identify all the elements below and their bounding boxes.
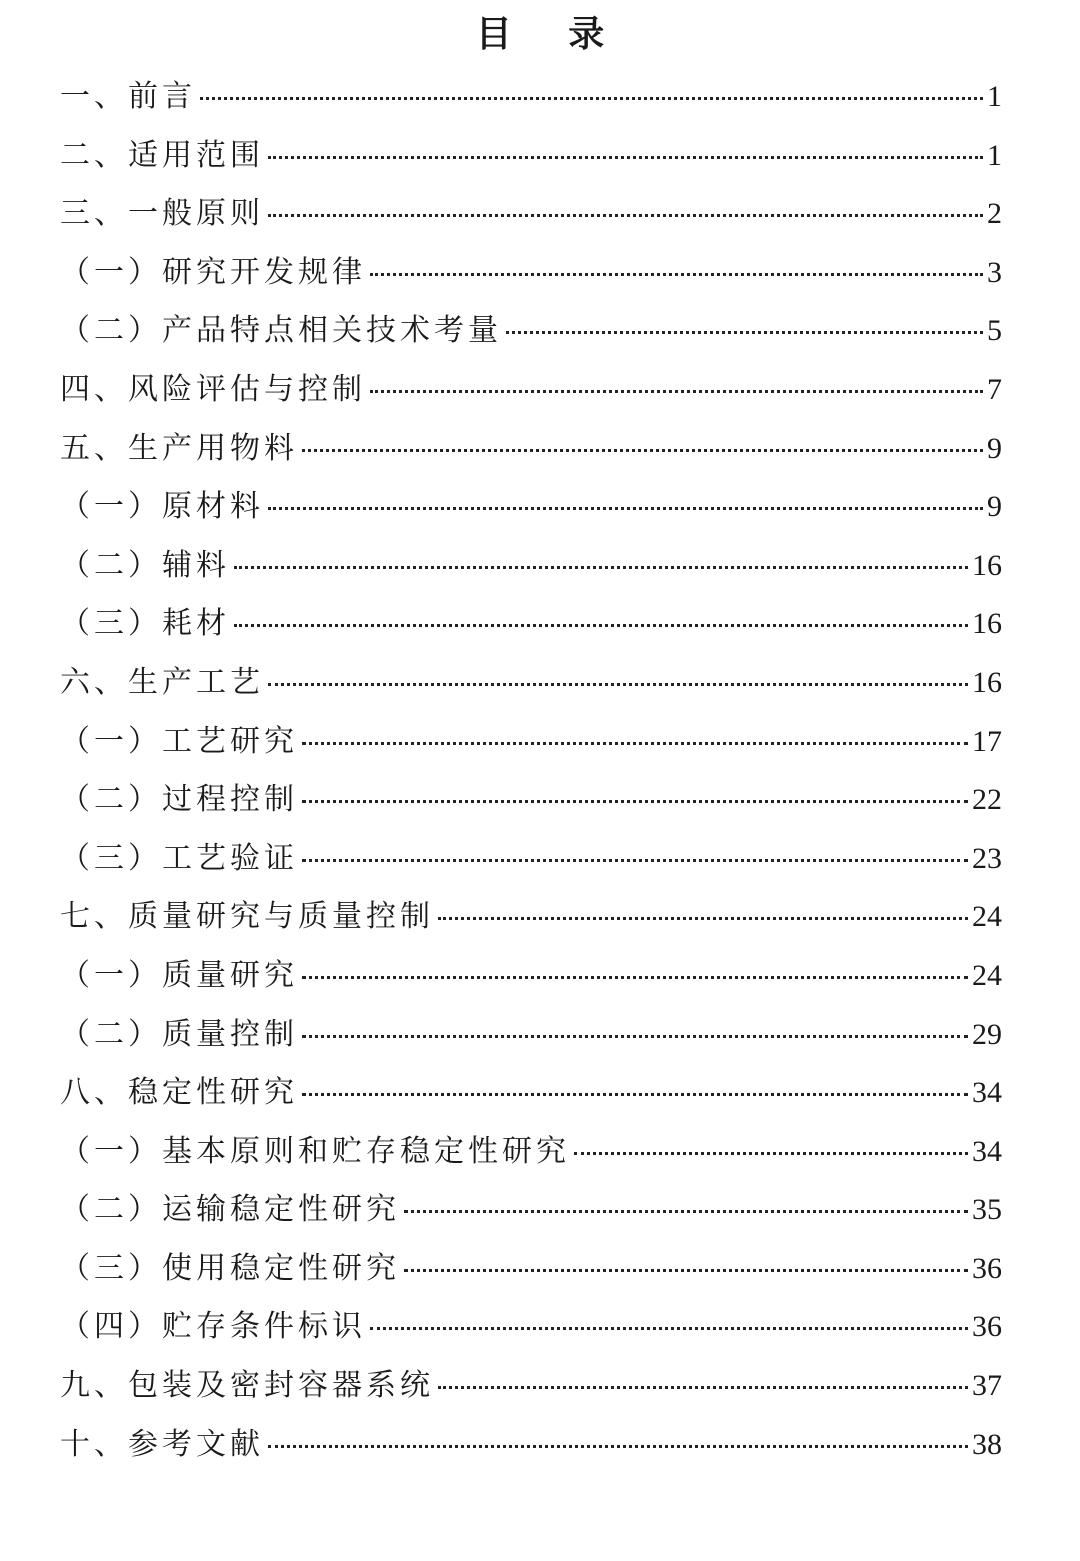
toc-entry[interactable] (60, 771, 1002, 830)
toc-entry[interactable] (60, 1006, 1002, 1065)
dot-leader (370, 1327, 968, 1330)
toc-entry-page-number: 3 (987, 255, 1002, 289)
toc-entry-page-number: 1 (987, 80, 1002, 113)
toc-entry-page-number: 7 (987, 372, 1002, 406)
toc-entry-page-number: 1 (987, 138, 1002, 172)
toc-entry-label: （四）贮存条件标识 (60, 1309, 366, 1345)
toc-entry-label: （二）产品特点相关技术考量 (60, 313, 502, 349)
toc-entry-label: 一、前言 (60, 79, 196, 114)
toc-entry-page-number: 24 (972, 900, 1002, 934)
toc-entry-label: 六、生产工艺 (60, 664, 264, 700)
toc-entry-page-number: 22 (972, 783, 1002, 817)
toc-entry[interactable] (60, 537, 1002, 596)
toc-entry-page-number: 37 (972, 1369, 1002, 1403)
dot-leader (268, 507, 983, 510)
table-of-contents (60, 68, 1002, 1474)
dot-leader (234, 566, 968, 569)
toc-entry[interactable] (60, 127, 1002, 186)
toc-entry[interactable] (60, 1357, 1002, 1416)
toc-entry-label: 五、生产用物料 (60, 430, 298, 466)
dot-leader (268, 683, 968, 686)
toc-entry-label: （二）过程控制 (60, 782, 298, 818)
toc-entry-label: 八、稳定性研究 (60, 1075, 298, 1111)
dot-leader (234, 624, 968, 627)
dot-leader (302, 1093, 968, 1096)
toc-entry-label: （一）原材料 (60, 489, 264, 525)
dot-leader (302, 449, 983, 452)
toc-entry-label: （二）辅料 (60, 547, 230, 583)
toc-entry-label: （一）工艺研究 (60, 723, 298, 759)
toc-entry[interactable] (60, 1064, 1002, 1123)
dot-leader (268, 156, 983, 159)
toc-entry[interactable] (60, 68, 1002, 127)
toc-entry-page-number: 36 (972, 1251, 1002, 1285)
toc-entry[interactable] (60, 1298, 1002, 1357)
toc-entry[interactable] (60, 1181, 1002, 1240)
toc-entry[interactable] (60, 1123, 1002, 1182)
toc-entry[interactable] (60, 595, 1002, 654)
toc-title: 目 录 (475, 13, 627, 55)
toc-entry-page-number: 23 (972, 841, 1002, 875)
toc-entry[interactable] (60, 654, 1002, 713)
toc-entry[interactable] (60, 1240, 1002, 1299)
dot-leader (302, 976, 968, 979)
toc-entry-page-number: 16 (972, 607, 1002, 641)
dot-leader (268, 214, 983, 217)
toc-entry-label: （三）工艺验证 (60, 840, 298, 876)
toc-entry-label: （一）研究开发规律 (60, 254, 366, 290)
dot-leader (370, 273, 983, 276)
toc-entry-page-number: 5 (987, 314, 1002, 348)
toc-entry[interactable] (60, 361, 1002, 420)
toc-entry-label: （三）使用稳定性研究 (60, 1250, 400, 1286)
dot-leader (302, 859, 968, 862)
toc-entry[interactable] (60, 713, 1002, 772)
toc-entry-page-number: 29 (972, 1017, 1002, 1051)
toc-entry-label: 七、质量研究与质量控制 (60, 899, 434, 935)
toc-entry-page-number: 16 (972, 548, 1002, 582)
dot-leader (302, 742, 968, 745)
dot-leader (438, 1386, 968, 1389)
dot-leader (370, 390, 983, 393)
toc-entry-page-number: 17 (972, 724, 1002, 758)
toc-entry[interactable] (60, 888, 1002, 947)
toc-entry-label: 十、参考文献 (60, 1426, 264, 1462)
toc-entry[interactable] (60, 1416, 1002, 1475)
toc-entry[interactable] (60, 302, 1002, 361)
dot-leader (268, 1445, 968, 1448)
toc-entry-page-number: 34 (972, 1076, 1002, 1110)
dot-leader (200, 97, 983, 100)
toc-entry-label: （二）运输稳定性研究 (60, 1192, 400, 1228)
toc-entry[interactable] (60, 420, 1002, 479)
toc-entry-page-number: 16 (972, 665, 1002, 699)
dot-leader (302, 1035, 968, 1038)
toc-entry-label: （三）耗材 (60, 606, 230, 642)
dot-leader (302, 800, 968, 803)
dot-leader (438, 917, 968, 920)
toc-entry[interactable] (60, 478, 1002, 537)
dot-leader (404, 1269, 968, 1272)
toc-entry-page-number: 35 (972, 1193, 1002, 1227)
toc-entry-label: （一）质量研究 (60, 957, 298, 993)
dot-leader (574, 1152, 968, 1155)
toc-entry-page-number: 9 (987, 431, 1002, 465)
toc-entry-label: （二）质量控制 (60, 1016, 298, 1052)
toc-entry[interactable] (60, 244, 1002, 303)
toc-entry-page-number: 24 (972, 958, 1002, 992)
toc-entry[interactable] (60, 830, 1002, 889)
toc-entry-page-number: 9 (987, 490, 1002, 524)
toc-entry-page-number: 2 (987, 197, 1002, 231)
toc-entry-label: 三、一般原则 (60, 196, 264, 232)
toc-entry[interactable] (60, 947, 1002, 1006)
toc-entry-page-number: 36 (972, 1310, 1002, 1344)
toc-entry-label: 九、包装及密封容器系统 (60, 1368, 434, 1404)
toc-entry-page-number: 34 (972, 1134, 1002, 1168)
toc-entry-page-number: 38 (972, 1427, 1002, 1461)
toc-entry[interactable] (60, 185, 1002, 244)
toc-entry-label: （一）基本原则和贮存稳定性研究 (60, 1133, 570, 1169)
toc-entry-label: 四、风险评估与控制 (60, 371, 366, 407)
dot-leader (506, 331, 983, 334)
toc-entry-label: 二、适用范围 (60, 137, 264, 173)
dot-leader (404, 1210, 968, 1213)
